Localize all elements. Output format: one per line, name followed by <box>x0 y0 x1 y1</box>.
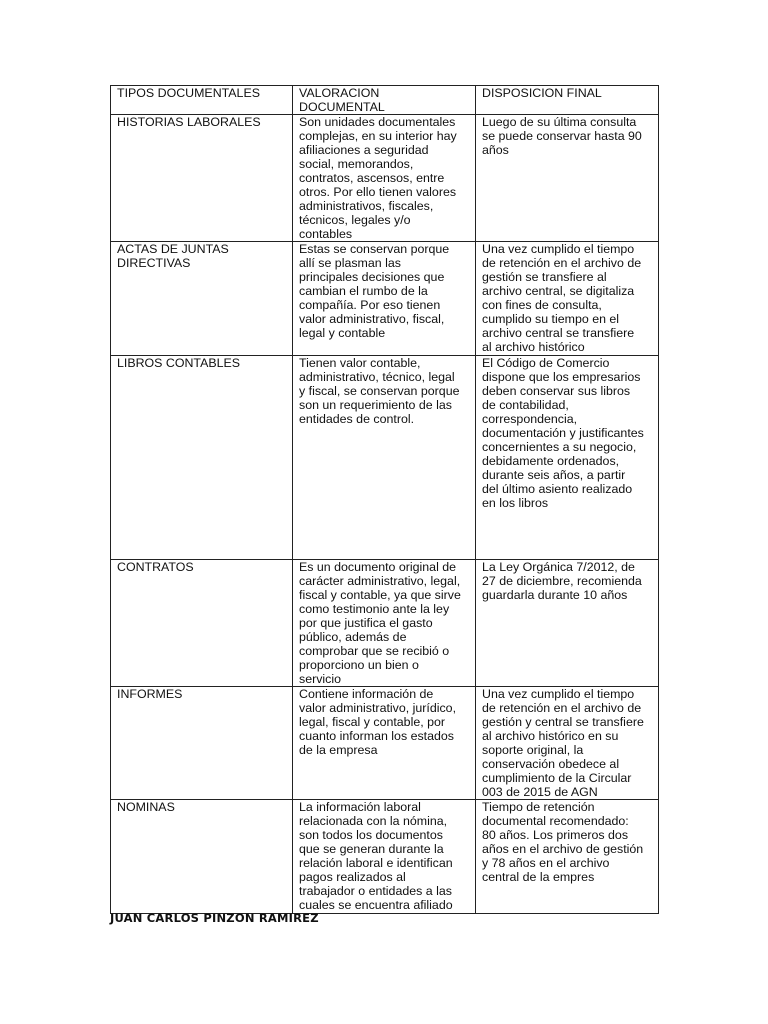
table-row <box>111 800 659 914</box>
header-disposicion-final: DISPOSICION FINAL <box>476 86 659 115</box>
author-name: JUAN CARLOS PINZON RAMIREZ <box>110 911 319 925</box>
table-row <box>111 560 659 687</box>
row-disposicion: La Ley Orgánica 7/2012, de 27 de diciembre, recomienda guardarla durante 10 años <box>476 560 659 687</box>
table-row <box>111 242 659 356</box>
row-disposicion: Una vez cumplido el tiempo de retención en el archivo de gestión y central se transfiere al archivo histórico en su soporte original, la conservación obedece al cumplimiento de la Circular 003 de 2015 de AGN <box>476 687 659 800</box>
document-table <box>110 85 659 914</box>
table-row <box>111 687 659 800</box>
header-valoracion-documental: VALORACION DOCUMENTAL <box>293 86 476 115</box>
row-tipo: INFORMES <box>111 687 293 800</box>
table-row <box>111 115 659 242</box>
row-valoracion: Tienen valor contable, administrativo, técnico, legal y fiscal, se conservan porque son un requerimiento de las entidades de control. <box>293 356 476 560</box>
row-valoracion: La información laboral relacionada con la nómina, son todos los documentos que se generan durante la relación laboral e identifican pagos realizados al trabajador o entidades a las cuales se encuentra afiliado <box>293 800 476 914</box>
table-row <box>111 356 659 560</box>
row-valoracion: Estas se conservan porque allí se plasman las principales decisiones que cambian el rumbo de la compañía. Por eso tienen valor administrativo, fiscal, legal y contable <box>293 242 476 356</box>
row-disposicion: Tiempo de retención documental recomendado: 80 años. Los primeros dos años en el archivo de gestión y 78 años en el archivo central de la empres <box>476 800 659 914</box>
row-disposicion: Una vez cumplido el tiempo de retención en el archivo de gestión se transfiere al archivo central, se digitaliza con fines de consulta, cumplido su tiempo en el archivo central se transfiere al archivo histórico <box>476 242 659 356</box>
header-tipos-documentales: TIPOS DOCUMENTALES <box>111 86 293 115</box>
row-disposicion: Luego de su última consulta se puede conservar hasta 90 años <box>476 115 659 242</box>
row-tipo: LIBROS CONTABLES <box>111 356 293 560</box>
row-valoracion: Son unidades documentales complejas, en su interior hay afiliaciones a seguridad social, memorandos, contratos, ascensos, entre otros. Por ello tienen valores administrativos, fiscales, técnicos, legales y/o contables <box>293 115 476 242</box>
row-tipo: ACTAS DE JUNTAS DIRECTIVAS <box>111 242 293 356</box>
row-disposicion: El Código de Comercio dispone que los empresarios deben conservar sus libros de contabilidad, correspondencia, documentación y justificantes concernientes a su negocio, debidamente ordenados, durante seis años, a partir del último asiento realizado en los libros <box>476 356 659 560</box>
row-tipo: HISTORIAS LABORALES <box>111 115 293 242</box>
row-tipo: NOMINAS <box>111 800 293 914</box>
row-valoracion: Es un documento original de carácter administrativo, legal, fiscal y contable, ya que sirve como testimonio ante la ley por que justifica el gasto público, además de comprobar que se recibió o proporciono un bien o servicio <box>293 560 476 687</box>
row-tipo: CONTRATOS <box>111 560 293 687</box>
row-valoracion: Contiene información de valor administrativo, jurídico, legal, fiscal y contable, por cuanto informan los estados de la empresa <box>293 687 476 800</box>
header-row <box>111 86 659 115</box>
